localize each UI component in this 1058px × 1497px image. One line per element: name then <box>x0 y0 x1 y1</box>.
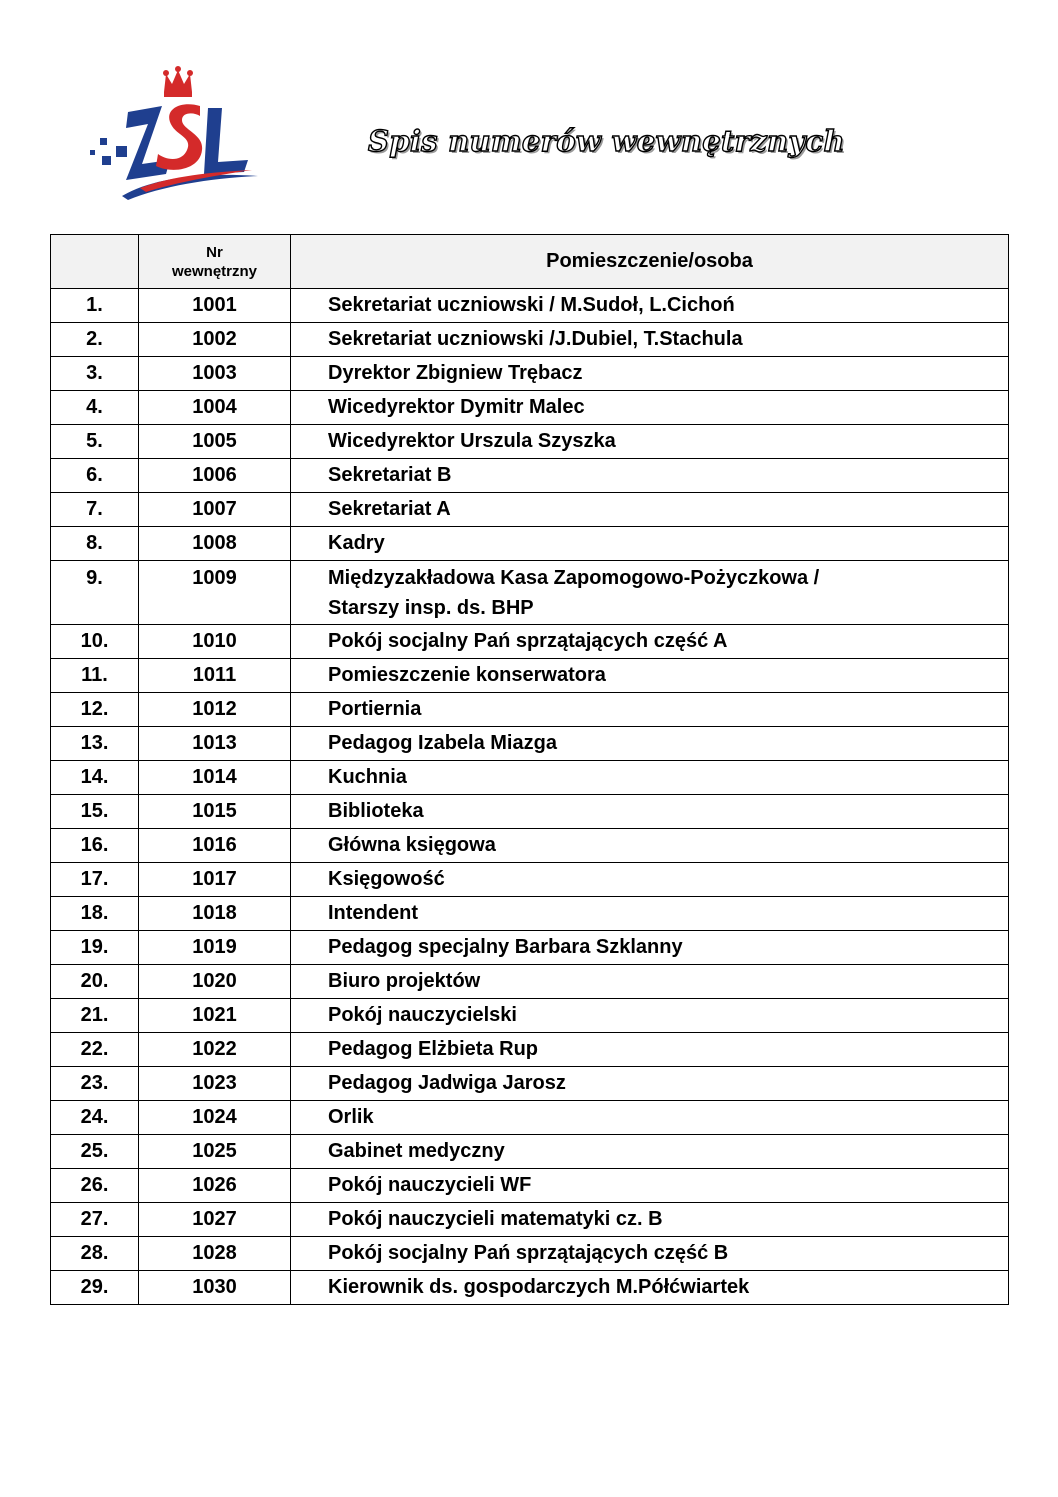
row-index: 12. <box>51 693 139 727</box>
row-extension: 1009 <box>139 561 291 625</box>
row-room-line2: Starszy insp. ds. BHP <box>328 597 534 619</box>
row-extension: 1018 <box>139 897 291 931</box>
row-extension: 1003 <box>139 357 291 391</box>
table-row <box>51 897 1009 931</box>
table-row <box>51 459 1009 493</box>
table-row <box>51 1237 1009 1271</box>
row-extension: 1014 <box>139 761 291 795</box>
row-extension: 1022 <box>139 1033 291 1067</box>
row-room: Biuro projektów <box>291 965 1009 999</box>
row-extension: 1030 <box>139 1271 291 1305</box>
table-row <box>51 357 1009 391</box>
row-index: 1. <box>51 289 139 323</box>
table-row <box>51 561 1009 625</box>
row-index: 5. <box>51 425 139 459</box>
row-index: 27. <box>51 1203 139 1237</box>
row-room: Pedagog Izabela Miazga <box>291 727 1009 761</box>
row-room-line1: Międzyzakładowa Kasa Zapomogowo-Pożyczkowa / <box>328 567 820 589</box>
row-room: Kadry <box>291 527 1009 561</box>
row-room: Pedagog Jadwiga Jarosz <box>291 1067 1009 1101</box>
row-extension: 1007 <box>139 493 291 527</box>
row-extension: 1013 <box>139 727 291 761</box>
row-room: Intendent <box>291 897 1009 931</box>
logo-letter-z <box>126 106 170 180</box>
row-room: Biblioteka <box>291 795 1009 829</box>
logo-squares-icon <box>90 138 127 165</box>
table-row <box>51 1271 1009 1305</box>
row-extension: 1001 <box>139 289 291 323</box>
row-room: Portiernia <box>291 693 1009 727</box>
row-extension: 1017 <box>139 863 291 897</box>
row-extension: 1020 <box>139 965 291 999</box>
row-room: Wicedyrektor Dymitr Malec <box>291 391 1009 425</box>
row-extension: 1028 <box>139 1237 291 1271</box>
row-room: Pokój nauczycieli WF <box>291 1169 1009 1203</box>
row-index: 16. <box>51 829 139 863</box>
row-room: Pokój socjalny Pań sprzątających część B <box>291 1237 1009 1271</box>
header-room: Pomieszczenie/osoba <box>291 235 1009 289</box>
row-index: 23. <box>51 1067 139 1101</box>
row-extension: 1015 <box>139 795 291 829</box>
table-row <box>51 527 1009 561</box>
row-index: 28. <box>51 1237 139 1271</box>
header-nr-line2: wewnętrzny <box>171 262 258 280</box>
row-room: Pokój nauczycieli matematyki cz. B <box>291 1203 1009 1237</box>
row-extension: 1012 <box>139 693 291 727</box>
row-index: 26. <box>51 1169 139 1203</box>
row-index: 25. <box>51 1135 139 1169</box>
row-index: 21. <box>51 999 139 1033</box>
row-index: 29. <box>51 1271 139 1305</box>
row-extension: 1002 <box>139 323 291 357</box>
table-row <box>51 999 1009 1033</box>
table-row <box>51 391 1009 425</box>
row-extension: 1025 <box>139 1135 291 1169</box>
row-room: Główna księgowa <box>291 829 1009 863</box>
row-index: 13. <box>51 727 139 761</box>
table-row <box>51 863 1009 897</box>
row-room: Sekretariat A <box>291 493 1009 527</box>
table-row <box>51 1169 1009 1203</box>
table-row <box>51 761 1009 795</box>
table-row <box>51 659 1009 693</box>
table-row <box>51 795 1009 829</box>
row-room: Orlik <box>291 1101 1009 1135</box>
table-row <box>51 693 1009 727</box>
row-extension: 1011 <box>139 659 291 693</box>
row-room: Księgowość <box>291 863 1009 897</box>
row-extension: 1004 <box>139 391 291 425</box>
row-room: Gabinet medyczny <box>291 1135 1009 1169</box>
row-index: 20. <box>51 965 139 999</box>
row-extension: 1010 <box>139 625 291 659</box>
row-index: 9. <box>51 561 139 625</box>
row-extension: 1024 <box>139 1101 291 1135</box>
row-room: Pokój nauczycielski <box>291 999 1009 1033</box>
table-row <box>51 323 1009 357</box>
row-extension: 1027 <box>139 1203 291 1237</box>
header-extension-number <box>139 235 291 289</box>
row-extension: 1005 <box>139 425 291 459</box>
row-extension: 1023 <box>139 1067 291 1101</box>
row-extension: 1016 <box>139 829 291 863</box>
row-index: 19. <box>51 931 139 965</box>
table-row <box>51 965 1009 999</box>
row-extension: 1006 <box>139 459 291 493</box>
row-extension: 1021 <box>139 999 291 1033</box>
table-row <box>51 931 1009 965</box>
document-title: Spis numerów wewnętrznych <box>368 124 845 158</box>
row-room: Kuchnia <box>291 761 1009 795</box>
row-room: Sekretariat uczniowski /J.Dubiel, T.Stachula <box>291 323 1009 357</box>
row-index: 18. <box>51 897 139 931</box>
row-index: 10. <box>51 625 139 659</box>
row-index: 15. <box>51 795 139 829</box>
row-extension: 1008 <box>139 527 291 561</box>
row-extension: 1019 <box>139 931 291 965</box>
table-row <box>51 727 1009 761</box>
table-row <box>51 1203 1009 1237</box>
table-row <box>51 1101 1009 1135</box>
extensions-table <box>50 234 1009 1305</box>
logo-letter-s <box>156 104 202 170</box>
table-row <box>51 493 1009 527</box>
row-room: Kierownik ds. gospodarczych M.Półćwiartek <box>291 1271 1009 1305</box>
header-nr-line1: Nr <box>206 243 223 261</box>
table-row <box>51 1135 1009 1169</box>
row-index: 24. <box>51 1101 139 1135</box>
table-row <box>51 1033 1009 1067</box>
row-index: 17. <box>51 863 139 897</box>
table-row <box>51 625 1009 659</box>
row-index: 2. <box>51 323 139 357</box>
row-index: 11. <box>51 659 139 693</box>
row-extension: 1026 <box>139 1169 291 1203</box>
header-index <box>51 235 139 289</box>
table-row <box>51 289 1009 323</box>
row-room: Sekretariat B <box>291 459 1009 493</box>
row-room: Wicedyrektor Urszula Szyszka <box>291 425 1009 459</box>
logo-letter-l <box>204 108 248 174</box>
table-row <box>51 829 1009 863</box>
row-index: 3. <box>51 357 139 391</box>
table-row <box>51 425 1009 459</box>
row-room: Pomieszczenie konserwatora <box>291 659 1009 693</box>
row-room: Dyrektor Zbigniew Trębacz <box>291 357 1009 391</box>
row-index: 7. <box>51 493 139 527</box>
row-index: 8. <box>51 527 139 561</box>
school-logo <box>82 66 262 202</box>
row-room: Pedagog specjalny Barbara Szklanny <box>291 931 1009 965</box>
row-room: Pedagog Elżbieta Rup <box>291 1033 1009 1067</box>
table-header-row <box>51 235 1009 289</box>
row-room <box>291 561 1009 625</box>
row-index: 6. <box>51 459 139 493</box>
row-index: 22. <box>51 1033 139 1067</box>
row-room: Sekretariat uczniowski / M.Sudoł, L.Cichoń <box>291 289 1009 323</box>
row-index: 4. <box>51 391 139 425</box>
row-room: Pokój socjalny Pań sprzątających część A <box>291 625 1009 659</box>
crown-icon <box>163 66 193 97</box>
table-row <box>51 1067 1009 1101</box>
row-index: 14. <box>51 761 139 795</box>
